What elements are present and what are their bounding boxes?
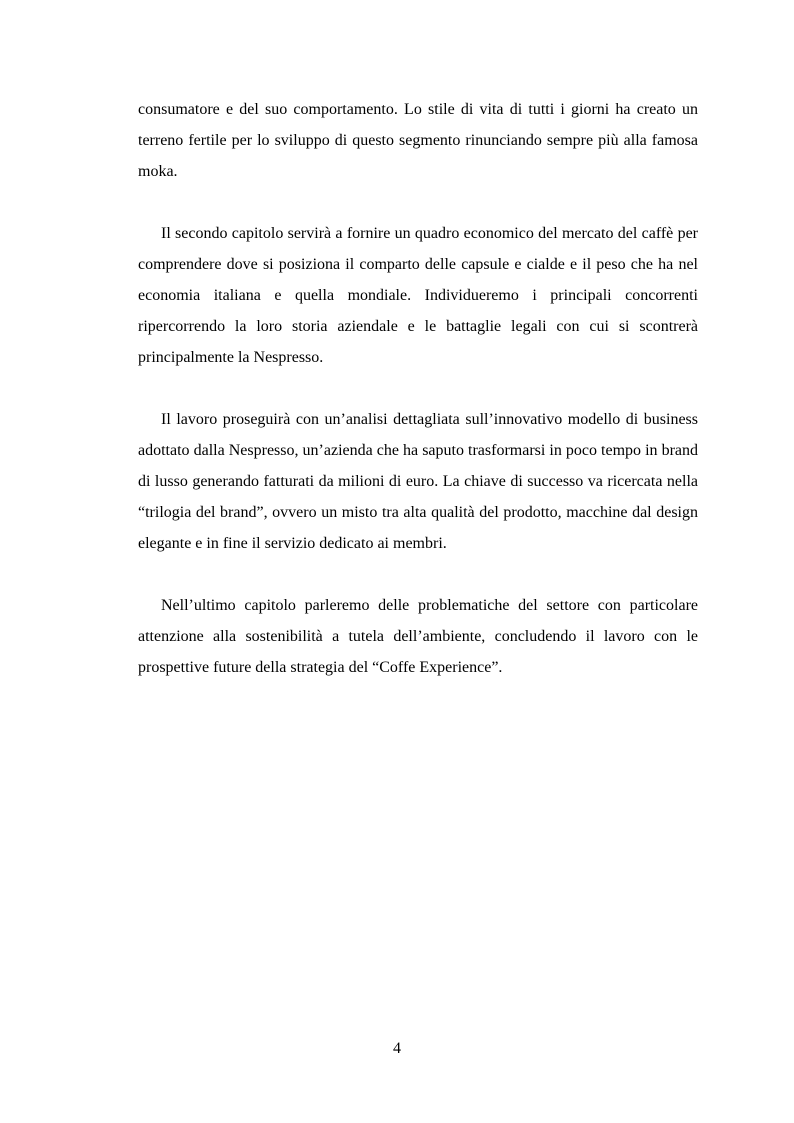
- paragraph-2: Il secondo capitolo servirà a fornire un quadro economico del mercato del caffè per comprendere dove si posiziona il comparto delle capsule e cialde e il peso che ha nel economia italiana e quella mondiale. Individueremo i principali concorrenti ripercorrendo la loro storia aziendale e le battaglie legali con cui si scontrerà principalmente la Nespresso.: [138, 225, 698, 366]
- page-number: 4: [393, 1040, 401, 1057]
- paragraph-4: Nell’ultimo capitolo parleremo delle problematiche del settore con particolare attenzione alla sostenibilità a tutela dell’ambiente, concludendo il lavoro con le prospettive future della strategia del “Coffe Experience”.: [138, 597, 698, 676]
- paragraph-3: Il lavoro proseguirà con un’analisi dettagliata sull’innovativo modello di business adottato dalla Nespresso, un’azienda che ha saputo trasformarsi in poco tempo in brand di lusso generando fatturati da milioni di euro. La chiave di successo va ricercata nella “trilogia del brand”, ovvero un misto tra alta qualità del prodotto, macchine dal design elegante e in fine il servizio dedicato ai membri.: [138, 411, 698, 552]
- body-text: [138, 94, 698, 714]
- paragraph-1: consumatore e del suo comportamento. Lo stile di vita di tutti i giorni ha creato un terreno fertile per lo sviluppo di questo segmento rinunciando sempre più alla famosa moka.: [138, 101, 698, 180]
